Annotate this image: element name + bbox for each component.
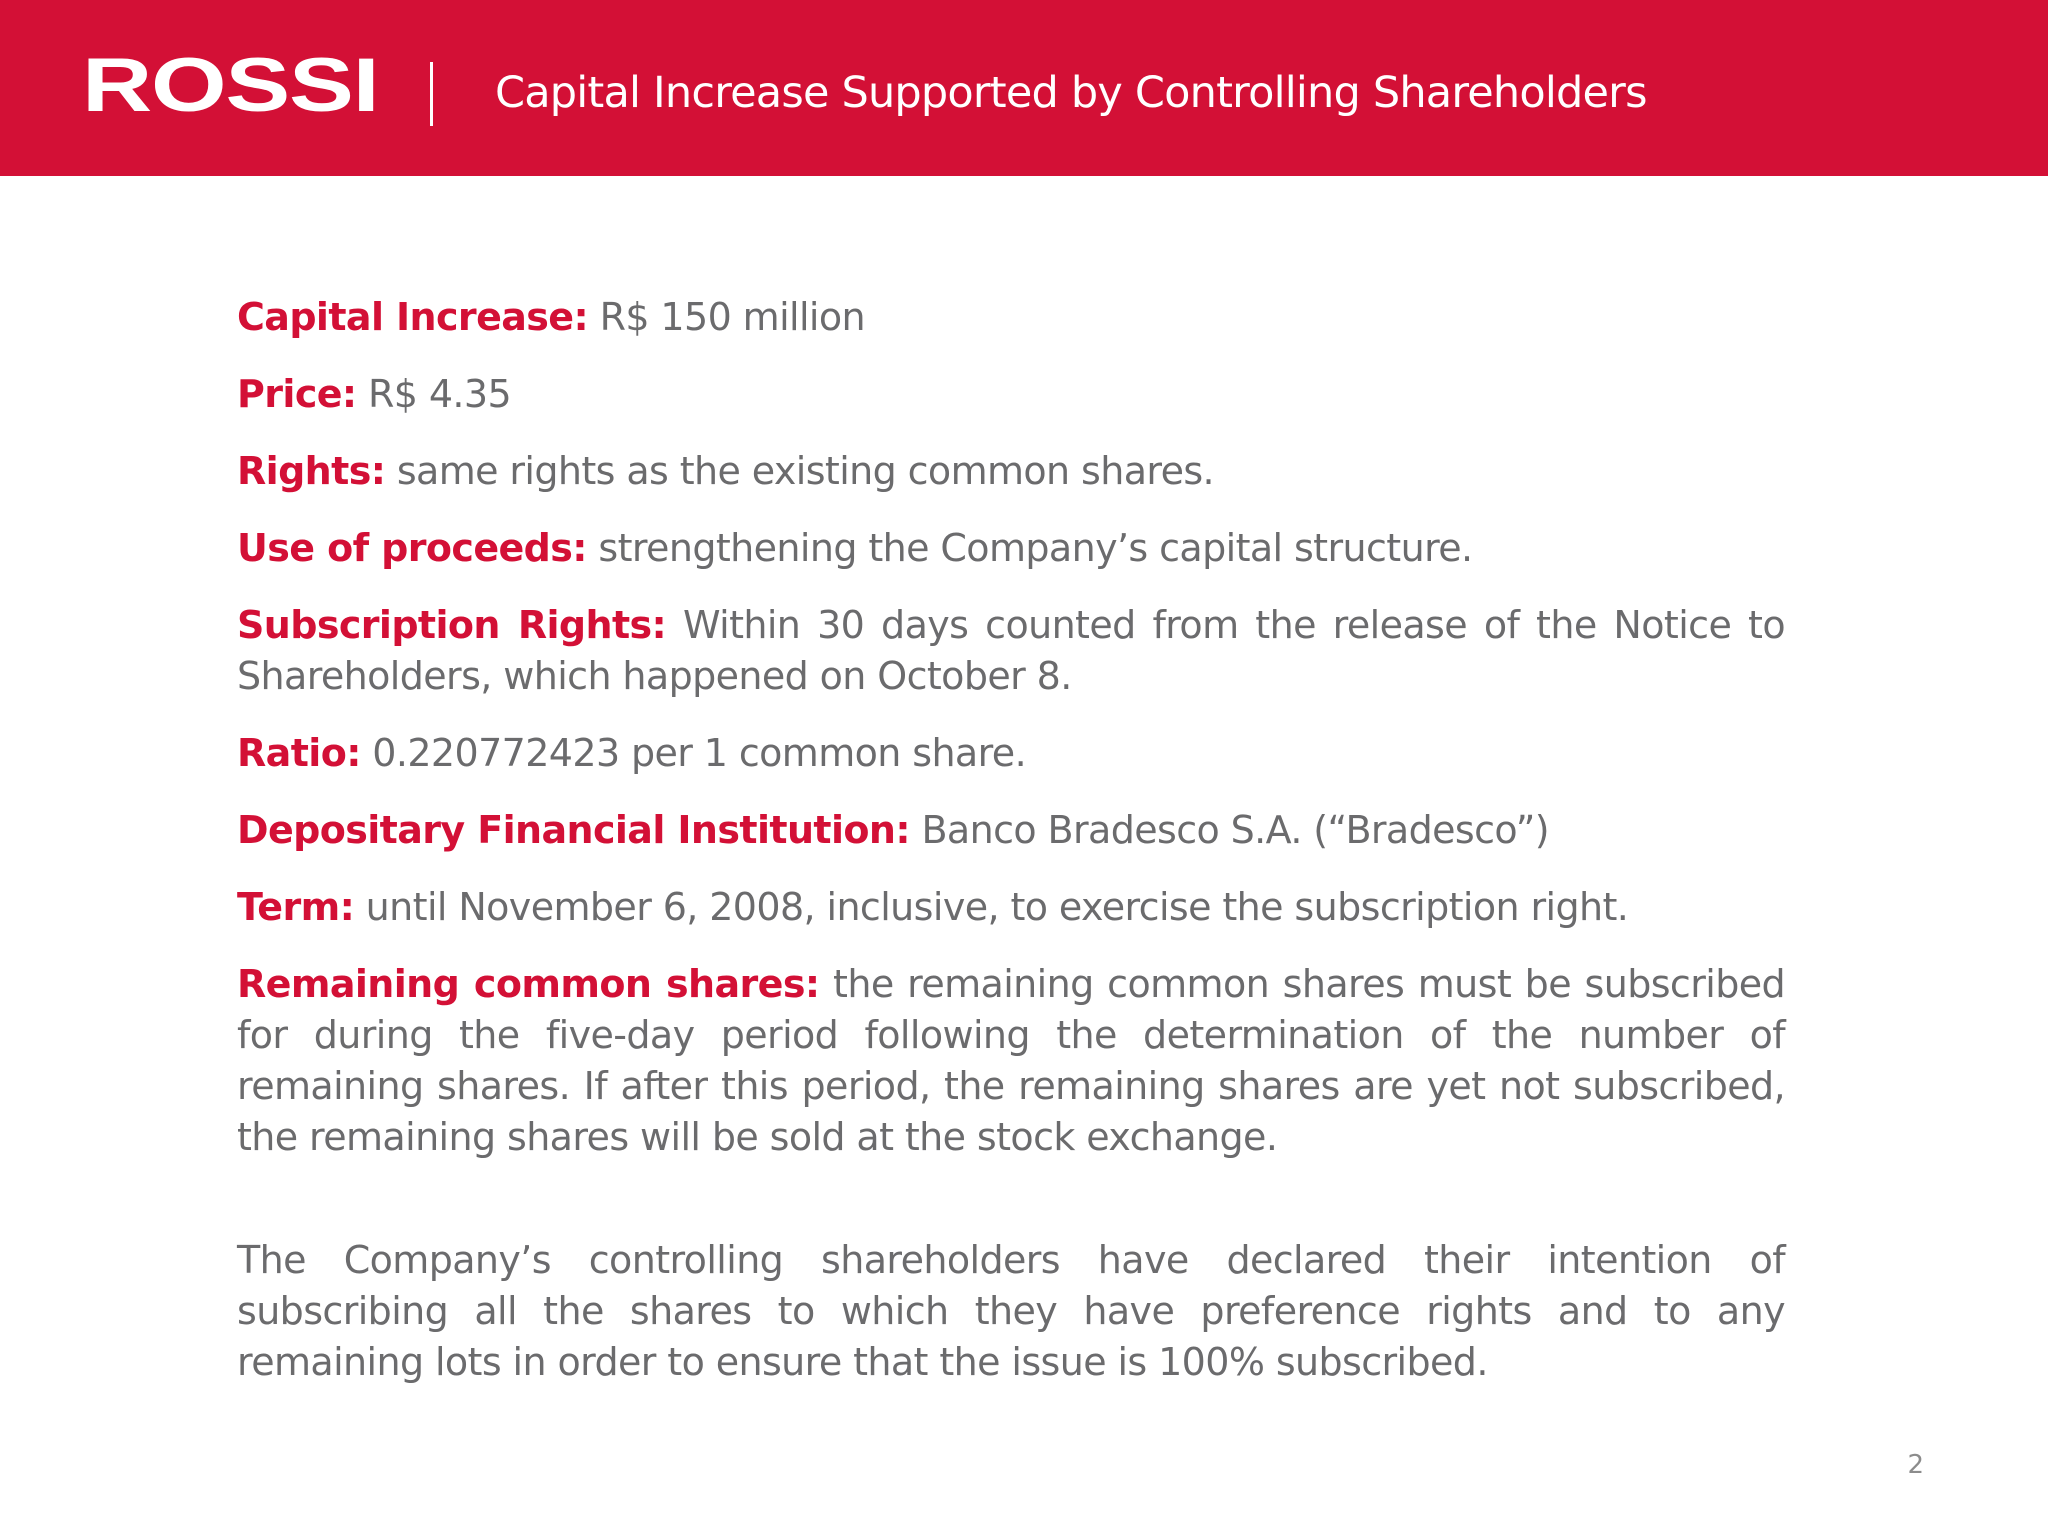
item-ratio: [237, 728, 1785, 779]
closing-paragraph: The Company’s controlling shareholders have declared their intention of subscribing all the shares to which they have preference rights and to any remaining lots in order to ensure that the issue is 100% subscribed.: [237, 1238, 1785, 1384]
item-label: Term:: [237, 885, 355, 929]
item-rights: [237, 446, 1785, 497]
item-text: the remaining common shares must be subscribed for during the five-day period following the determination of the number of remaining shares. If after this period, the remaining shares are yet not subscribed, the remaining shares will be sold at the stock exchange.: [237, 962, 1786, 1159]
item-remaining-shares: [237, 959, 1785, 1163]
item-label: Use of proceeds:: [237, 526, 587, 570]
item-subscription-rights: [237, 600, 1785, 702]
item-label: Capital Increase:: [237, 295, 589, 339]
item-text: R$ 4.35: [368, 372, 512, 416]
item-text: 0.220772423 per 1 common share.: [372, 731, 1027, 775]
item-capital-increase: [237, 292, 1785, 343]
item-text: strengthening the Company’s capital structure.: [598, 526, 1473, 570]
item-text: same rights as the existing common shares.: [396, 449, 1215, 493]
item-label: Price:: [237, 372, 357, 416]
item-text: until November 6, 2008, inclusive, to exercise the subscription right.: [365, 885, 1629, 929]
item-text: Within 30 days counted from the release of the Notice to Shareholders, which happened on October 8.: [237, 603, 1785, 698]
item-text: R$ 150 million: [599, 295, 866, 339]
header-bar: [0, 0, 2048, 176]
content-area: [237, 292, 1785, 1426]
item-label: Subscription Rights:: [237, 603, 667, 647]
rossi-logo: ROSSI: [82, 43, 379, 128]
page-title: Capital Increase Supported by Controlling Shareholders: [495, 68, 1647, 118]
item-depositary: [237, 805, 1785, 856]
item-label: Ratio:: [237, 731, 361, 775]
item-text: Banco Bradesco S.A. (“Bradesco”): [921, 808, 1550, 852]
item-term: [237, 882, 1785, 933]
item-price: [237, 369, 1785, 420]
item-label: Rights:: [237, 449, 386, 493]
item-label: Remaining common shares:: [237, 962, 820, 1006]
page-number: 2: [1907, 1450, 1924, 1480]
item-label: Depositary Financial Institution:: [237, 808, 910, 852]
header-divider: [430, 62, 433, 126]
item-use-of-proceeds: [237, 523, 1785, 574]
